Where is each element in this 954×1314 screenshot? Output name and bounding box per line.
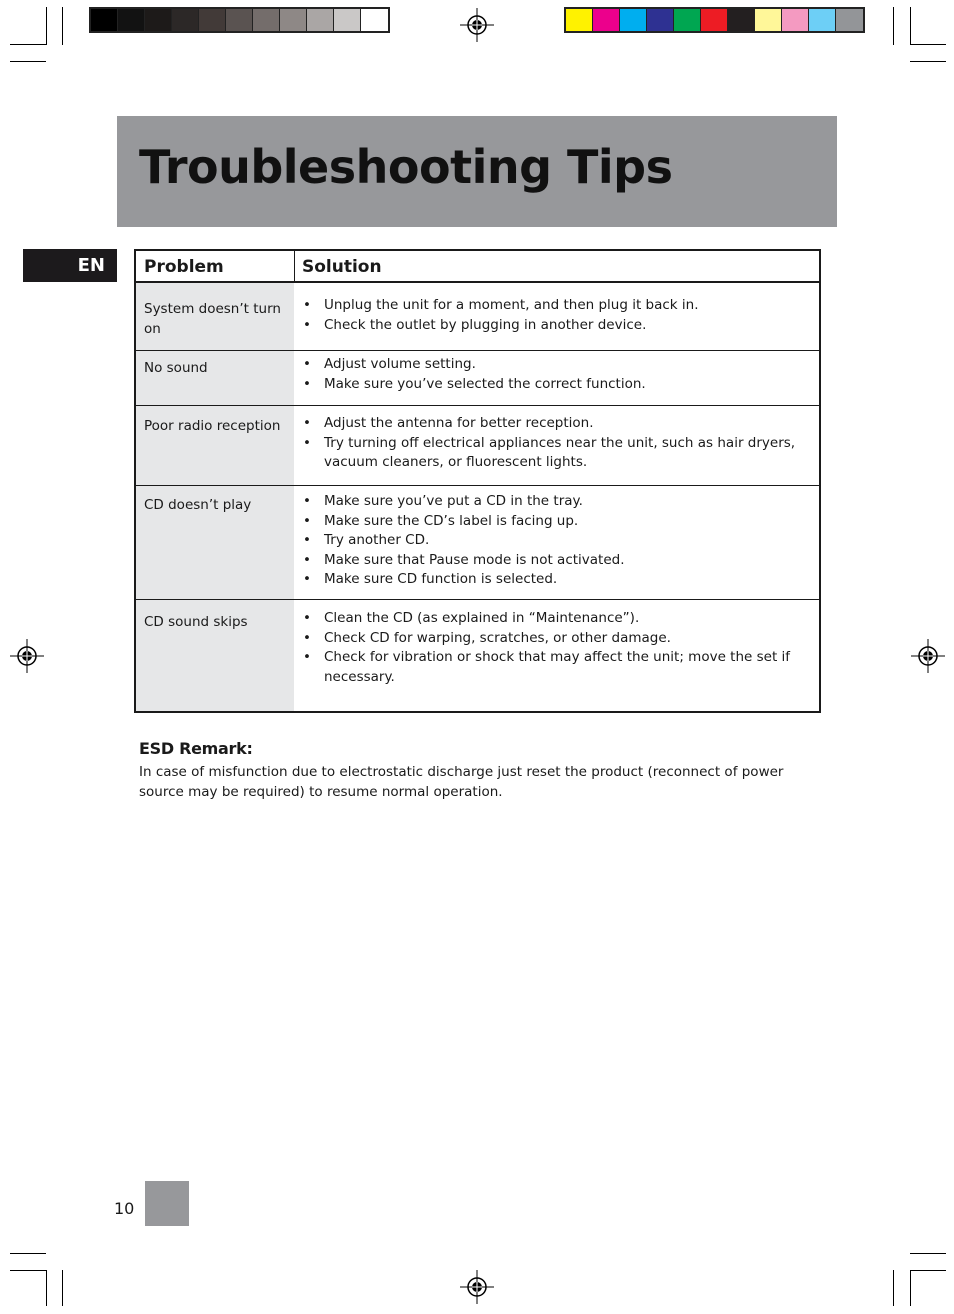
color-swatch	[701, 9, 728, 31]
color-swatch	[199, 9, 226, 31]
color-swatch	[620, 9, 647, 31]
color-swatch	[307, 9, 334, 31]
color-swatch	[782, 9, 809, 31]
page-tab-block	[145, 1181, 189, 1226]
table-row-solutions	[302, 355, 802, 394]
language-tab: EN	[23, 249, 117, 282]
color-swatch	[836, 9, 863, 31]
registration-mark-top-icon	[460, 8, 494, 42]
color-swatch	[755, 9, 782, 31]
table-row-solutions	[302, 296, 802, 335]
list-item: • Try turning off electrical appliances near the unit, such as hair dryers, vacuum cleaners, or fluorescent lights.	[302, 434, 802, 473]
solution-column-header: Solution	[302, 257, 382, 277]
color-swatch	[145, 9, 172, 31]
list-item: • Make sure you’ve put a CD in the tray.	[302, 492, 802, 512]
registration-mark-left-icon	[10, 639, 44, 673]
color-swatch	[728, 9, 755, 31]
table-row-solutions	[302, 492, 802, 590]
color-swatch	[172, 9, 199, 31]
list-item: • Adjust the antenna for better reception.	[302, 414, 802, 434]
color-swatch	[253, 9, 280, 31]
table-row-problem: CD sound skips	[144, 614, 248, 630]
list-item: • Make sure the CD’s label is facing up.	[302, 512, 802, 532]
table-row-problem: CD doesn’t play	[144, 497, 252, 513]
esd-remark-body: In case of misfunction due to electrostatic discharge just reset the product (reconnect of power source may be required) to resume normal operation.	[139, 764, 784, 800]
table-row-problem: No sound	[144, 360, 208, 376]
color-swatch	[280, 9, 307, 31]
esd-remark-title: ESD Remark:	[139, 739, 253, 758]
list-item: • Make sure CD function is selected.	[302, 570, 802, 590]
problem-column-header: Problem	[144, 257, 224, 277]
registration-mark-bottom-icon	[460, 1270, 494, 1304]
list-item: • Check CD for warping, scratches, or other damage.	[302, 629, 802, 649]
table-row-problem: Poor radio reception	[144, 418, 281, 434]
page-title: Troubleshooting Tips	[139, 140, 673, 194]
page-number: 10	[114, 1199, 135, 1218]
list-item: • Try another CD.	[302, 531, 802, 551]
color-swatch	[91, 9, 118, 31]
color-swatch	[226, 9, 253, 31]
color-swatch	[566, 9, 593, 31]
grey-calibration-bar	[89, 7, 390, 33]
table-row-solutions	[302, 414, 802, 473]
list-item: • Unplug the unit for a moment, and then plug it back in.	[302, 296, 802, 316]
color-swatch	[361, 9, 388, 31]
color-calibration-bar	[564, 7, 865, 33]
list-item: • Check for vibration or shock that may affect the unit; move the set if necessary.	[302, 648, 802, 687]
list-item: • Adjust volume setting.	[302, 355, 802, 375]
color-swatch	[674, 9, 701, 31]
registration-mark-right-icon	[911, 639, 945, 673]
list-item: • Check the outlet by plugging in another device.	[302, 316, 802, 336]
table-row-problem: System doesn’t turn on	[144, 301, 281, 337]
list-item: • Make sure that Pause mode is not activated.	[302, 551, 802, 571]
color-swatch	[593, 9, 620, 31]
table-row-solutions	[302, 609, 802, 687]
list-item: • Clean the CD (as explained in “Maintenance”).	[302, 609, 802, 629]
troubleshooting-table	[134, 249, 821, 713]
list-item: • Make sure you’ve selected the correct function.	[302, 375, 802, 395]
color-swatch	[118, 9, 145, 31]
color-swatch	[809, 9, 836, 31]
color-swatch	[647, 9, 674, 31]
color-swatch	[334, 9, 361, 31]
